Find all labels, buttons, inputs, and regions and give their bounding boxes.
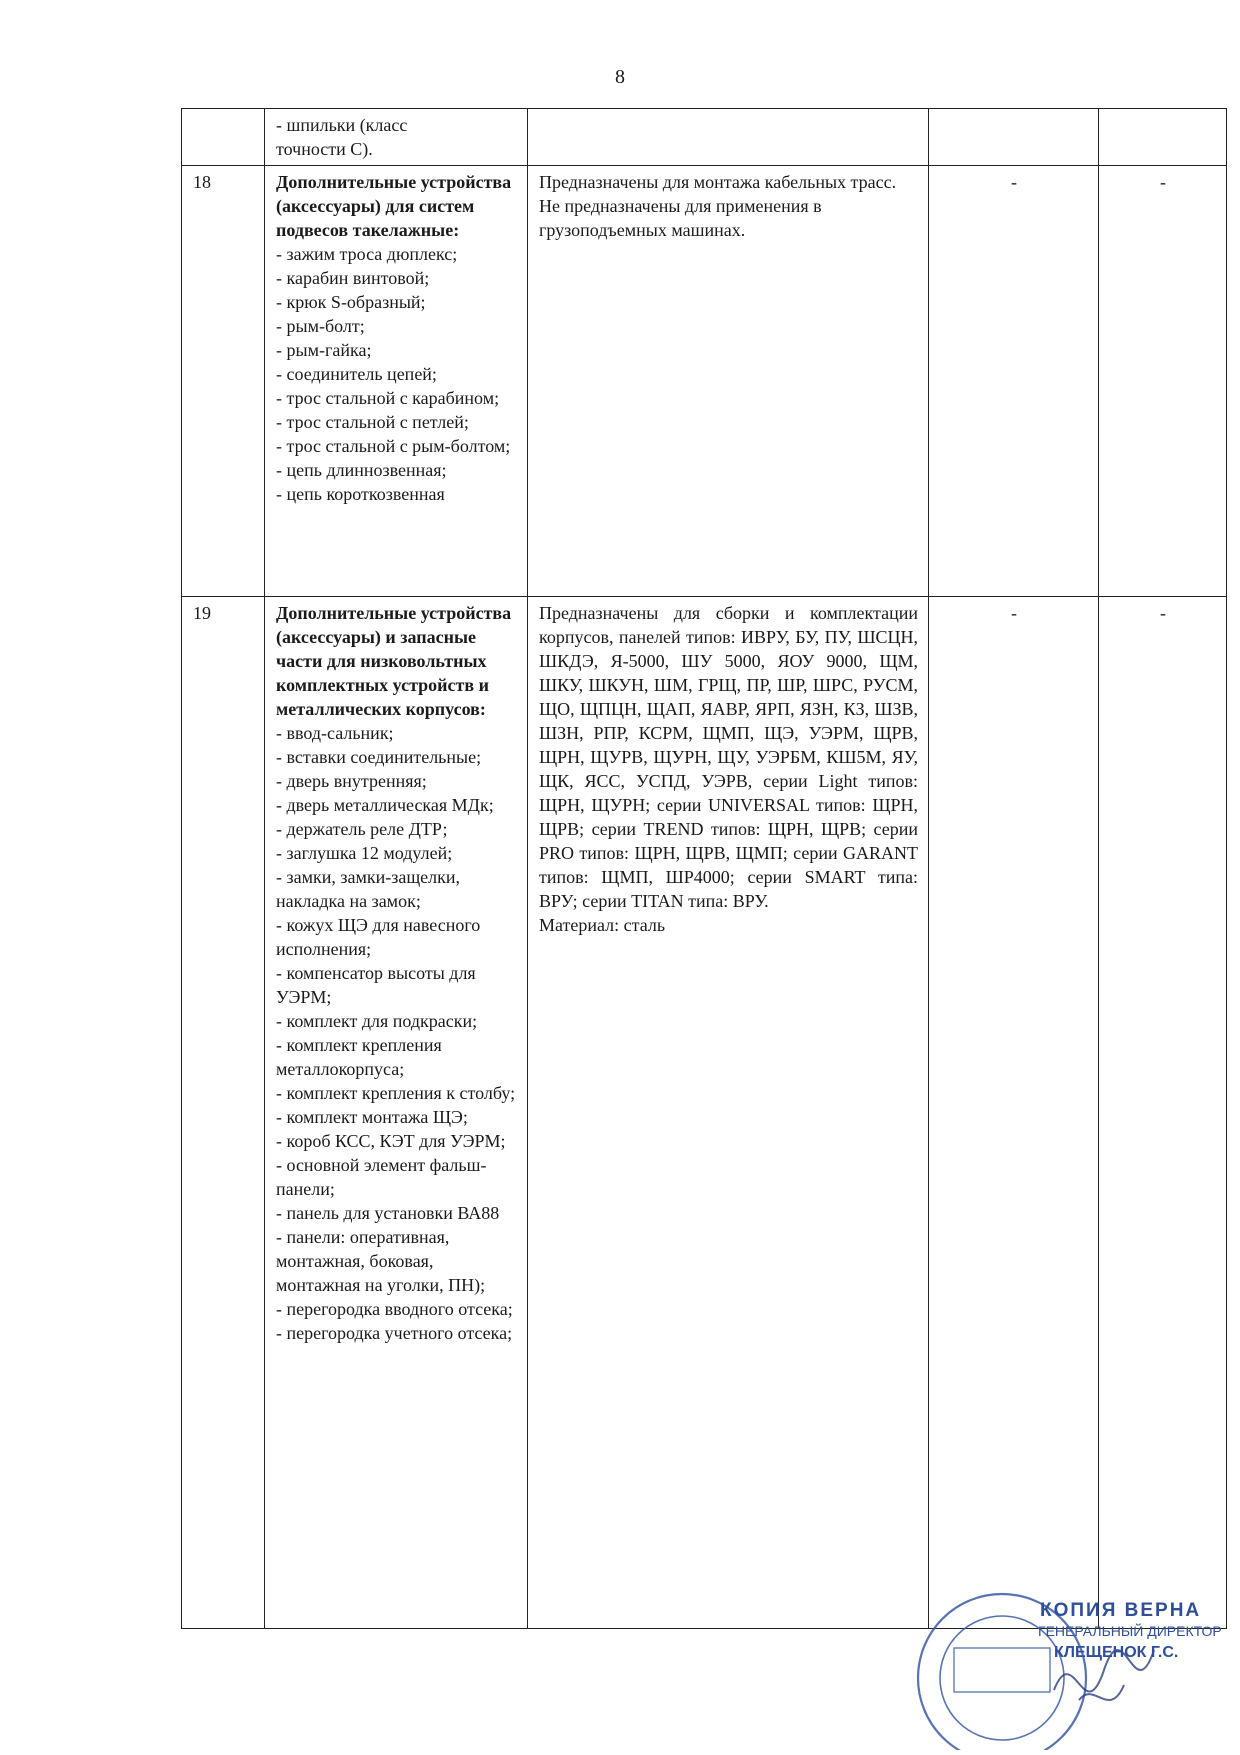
list-item: - трос стальной с петлей; bbox=[276, 412, 469, 432]
signatory-name: КЛЕЩЕНОК Г.С. bbox=[1054, 1644, 1179, 1661]
description-cell bbox=[528, 109, 929, 166]
table-row bbox=[182, 597, 1227, 1629]
name-line: - шпильки (класс bbox=[276, 115, 408, 135]
list-item: - соединитель цепей; bbox=[276, 364, 437, 384]
list-item: - дверь металлическая МДк; bbox=[276, 795, 494, 815]
list-item: - основной элемент фальш-панели; bbox=[276, 1155, 487, 1199]
list-item: - кожух ЩЭ для навесного исполнения; bbox=[276, 915, 481, 959]
list-item: - комплект монтажа ЩЭ; bbox=[276, 1107, 468, 1127]
list-item: - компенсатор высоты для УЭРМ; bbox=[276, 963, 476, 1007]
product-name-cell bbox=[265, 597, 528, 1629]
list-item: - комплект крепления металлокорпуса; bbox=[276, 1035, 442, 1079]
list-item: - перегородка учетного отсека; bbox=[276, 1323, 513, 1343]
description-cell bbox=[528, 597, 929, 1629]
list-item: - дверь внутренняя; bbox=[276, 771, 427, 791]
approval-note bbox=[1040, 1600, 1222, 1663]
table-row bbox=[182, 166, 1227, 597]
list-item: - крюк S-образный; bbox=[276, 292, 426, 312]
list-item: - перегородка вводного отсека; bbox=[276, 1299, 513, 1319]
list-item: - зажим троса дюплекс; bbox=[276, 244, 458, 264]
certified-copy-text: КОПИЯ ВЕРНА bbox=[1040, 1600, 1202, 1621]
material-text: Материал: сталь bbox=[539, 915, 666, 935]
list-item: - трос стальной с рым-болтом; bbox=[276, 436, 511, 456]
list-item: - рым-гайка; bbox=[276, 340, 372, 360]
position-text: ГЕНЕРАЛЬНЫЙ ДИРЕКТОР bbox=[1038, 1623, 1222, 1639]
list-item: - заглушка 12 модулей; bbox=[276, 843, 453, 863]
description-line: Не предназначены для применения в грузоподъемных машинах. bbox=[539, 196, 822, 240]
row-number-cell: 19 bbox=[182, 597, 265, 1629]
row-number-cell bbox=[182, 109, 265, 166]
item-title: Дополнительные устройства (аксессуары) для систем подвесов такелажные: bbox=[276, 172, 512, 240]
list-item: - держатель реле ДТР; bbox=[276, 819, 448, 839]
list-item: - панели: оперативная, монтажная, боковая, монтажная на уголки, ПН); bbox=[276, 1227, 486, 1295]
list-item: - рым-болт; bbox=[276, 316, 365, 336]
description-text: Предназначены для сборки и комплектации корпусов, панелей типов: ИВРУ, БУ, ПУ, ШСЦН, ШКДЭ, Я-5000, ШУ 5000, ЯОУ 9000, ЩМ, ШКУ, ШКУН, ШМ, ГРЩ, ПР, ШР, ШРС, РУСМ, ЩО, ЩПЦН, ЩАП, ЯАВР, ЯРП, ЯЗН, КЗ, ШЗВ, ШЗН, РПР, КСРМ, ЩМП, ЩЭ, УЭРМ, ЩРВ, ЩРН, ЩУРВ, ЩУРН, ЩУ, УЭРБМ, КШ5М, ЯУ, ЩК, ЯСС, УСПД, УЭРВ, серии Light типов: ЩРН, ЩУРН; серии UNIVERSAL типов: ЩРН, ЩРВ; серии TREND типов: ЩРН, ЩРВ; серии PRO типов: ЩРН, ЩРВ, ЩМП; серии GARANT типов: ЩМП, ШР4000; серии SMART типа: ВРУ; серии TITAN типа: ВРУ. bbox=[539, 603, 918, 911]
list-item: - комплект крепления к столбу; bbox=[276, 1083, 516, 1103]
column-5-cell: - bbox=[1099, 597, 1227, 1629]
item-title: Дополнительные устройства (аксессуары) и запасные части для низковольтных комплектных устройств и металлических корпусов: bbox=[276, 603, 512, 719]
row-number-cell: 18 bbox=[182, 166, 265, 597]
specification-table bbox=[181, 108, 1227, 1629]
list-item: - цепь короткозвенная bbox=[276, 484, 445, 504]
list-item: - ввод-сальник; bbox=[276, 723, 394, 743]
column-4-cell: - bbox=[929, 166, 1099, 597]
list-item: - вставки соединительные; bbox=[276, 747, 482, 767]
name-line: точности С). bbox=[276, 139, 373, 159]
page-number: 8 bbox=[615, 66, 625, 88]
table-row bbox=[182, 109, 1227, 166]
column-4-cell: - bbox=[929, 597, 1099, 1629]
product-name-cell bbox=[265, 109, 528, 166]
list-item: - комплект для подкраски; bbox=[276, 1011, 478, 1031]
list-item: - трос стальной с карабином; bbox=[276, 388, 500, 408]
description-line: Предназначены для монтажа кабельных трасс. bbox=[539, 172, 897, 192]
description-cell bbox=[528, 166, 929, 597]
column-4-cell bbox=[929, 109, 1099, 166]
list-item: - цепь длиннозвенная; bbox=[276, 460, 447, 480]
column-5-cell bbox=[1099, 109, 1227, 166]
product-name-cell bbox=[265, 166, 528, 597]
column-5-cell: - bbox=[1099, 166, 1227, 597]
list-item: - карабин винтовой; bbox=[276, 268, 430, 288]
list-item: - короб КСС, КЭТ для УЭРМ; bbox=[276, 1131, 506, 1151]
list-item: - панель для установки ВА88 bbox=[276, 1203, 500, 1223]
list-item: - замки, замки-защелки, накладка на замок; bbox=[276, 867, 461, 911]
